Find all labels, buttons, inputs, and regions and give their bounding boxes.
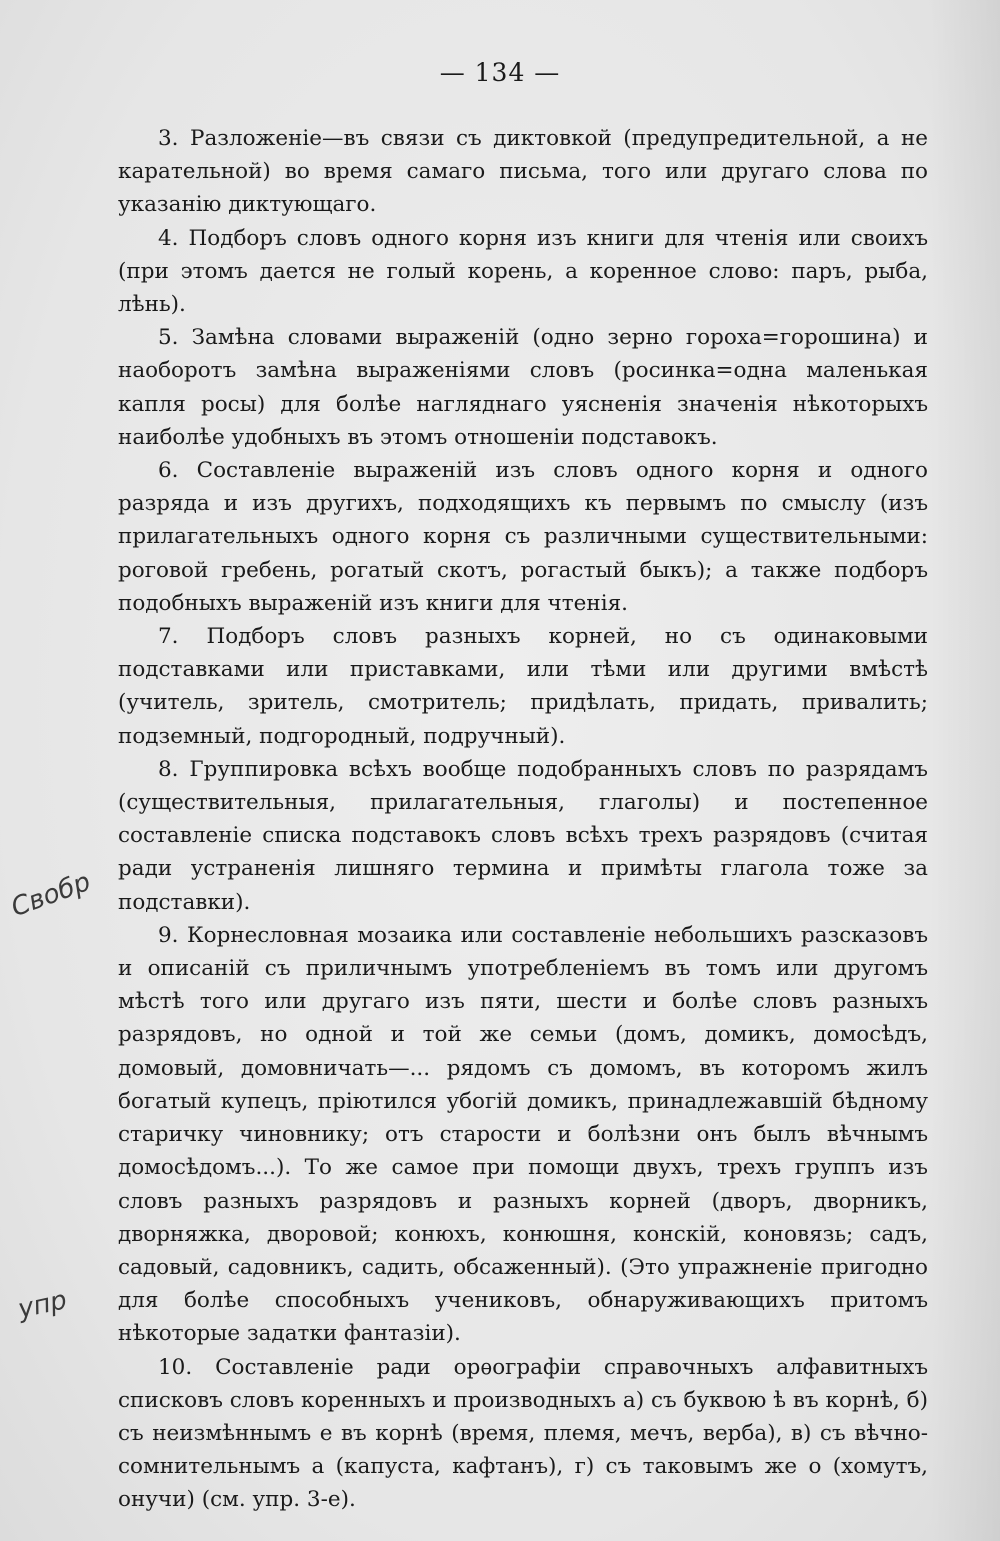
page-number: — 134 —: [439, 58, 561, 87]
paragraph-9: 9. Корнесловная мозаика или составленіе небольшихъ разсказовъ и описаній съ приличнымъ употребленіемъ въ томъ или другомъ мѣстѣ того или другаго изъ пяти, шести и болѣе словъ разныхъ разрядовъ, но одной и той же семьи (домъ, домикъ, домосѣдъ, домовый, домовничать—... рядомъ съ домомъ, въ которомъ жилъ богатый купецъ, пріютился убогій домикъ, принадлежавшій бѣдному старичку чиновнику; отъ старости и болѣзни онъ былъ вѣчнымъ домосѣдомъ...). То же самое при помощи двухъ, трехъ группъ изъ словъ разныхъ разрядовъ и разныхъ корней (дворъ, дворникъ, дворняжка, дворовой; конюхъ, конюшня, конскій, коновязь; садъ, садовый, садовникъ, садить, обсаженный). (Это упражненіе пригодно для болѣе способныхъ учениковъ, обнаруживающихъ притомъ нѣкоторые задатки фантазіи).: [118, 922, 928, 1347]
paragraph-6: 6. Составленіе выраженій изъ словъ одного корня и одного разряда и изъ другихъ, подходящихъ къ первымъ по смыслу (изъ прилагательныхъ одного корня съ различными существительными: роговой гребень, рогатый скотъ, рогастый быкъ); а также подборъ подобныхъ выраженій изъ книги для чтенія.: [118, 458, 928, 616]
paragraph-5: 5. Замѣна словами выраженій (одно зерно гороха=горошина) и наоборотъ замѣна выраженіями словъ (росинка=одна маленькая капля росы) для болѣе нагляднаго уясненія значенія нѣкоторыхъ наиболѣе удобныхъ въ этомъ отношеніи подставокъ.: [118, 325, 928, 450]
paragraph-10: 10. Составленіе ради орѳографіи справочныхъ алфавитныхъ списковъ словъ коренныхъ и производныхъ а) съ буквою ѣ въ корнѣ, б) съ неизмѣннымъ е въ корнѣ (время, племя, мечъ, верба), в) съ вѣчно-сомнительнымъ а (капуста, кафтанъ), г) съ таковымъ же о (хомутъ, онучи) (см. упр. 3-е).: [118, 1354, 928, 1513]
handwritten-margin-note: Свобр: [7, 866, 95, 924]
paragraph-4: 4. Подборъ словъ одного корня изъ книги для чтенія или своихъ (при этомъ дается не голый корень, а коренное слово: паръ, рыба, лѣнь).: [118, 225, 928, 318]
handwritten-margin-note: упр: [15, 1285, 70, 1325]
paragraph-7: 7. Подборъ словъ разныхъ корней, но съ одинаковыми подставками или приставками, или тѣми или другими вмѣстѣ (учитель, зритель, смотритель; придѣлать, придать, привалить; подземный, подгородный, подручный).: [118, 624, 928, 749]
paragraph-8: 8. Группировка всѣхъ вообще подобранныхъ словъ по разрядамъ (существительныя, прилагательныя, глаголы) и постепенное составленіе списка подставокъ словъ всѣхъ трехъ разрядовъ (считая ради устраненія лишняго термина и примѣты глагола тоже за подставки).: [118, 756, 928, 915]
paragraph-3: 3. Разложеніе—въ связи съ диктовкой (предупредительной, а не карательной) во время самаго письма, того или другаго слова по указанію диктующаго.: [118, 126, 928, 218]
text-body: [118, 122, 928, 1517]
